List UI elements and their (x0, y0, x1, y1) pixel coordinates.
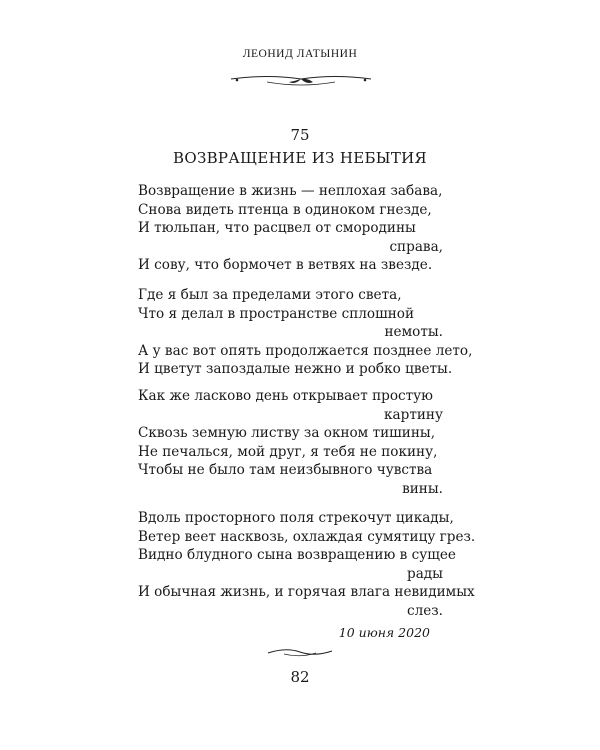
poem-line: А у вас вот опять продолжается позднее лето, (138, 342, 473, 359)
poem-line: Что я делал в пространстве сплошной (138, 305, 415, 322)
poem-line: Вдоль просторного поля стрекочут цикады, (138, 510, 454, 526)
poem-title: ВОЗВРАЩЕНИЕ ИЗ НЕБЫТИЯ (173, 149, 427, 167)
poem-line: Видно блудного сына возвращению в сущее (138, 547, 456, 564)
poem-number: 75 (290, 126, 310, 144)
poem-line-continuation: слез. (406, 602, 443, 619)
poem-line-continuation: рады (407, 565, 443, 582)
poem-line-continuation: вины. (402, 480, 443, 497)
poem-line: И сову, что бормочет в ветвях на звезде. (138, 257, 433, 274)
poem-line: И обычная жизнь, и горячая влага невидимых (138, 584, 475, 601)
poem-line: Где я был за пределами этого света, (138, 287, 402, 303)
poem-line-continuation: картину (384, 406, 443, 423)
stanza-1 (138, 182, 443, 275)
page-number: 82 (290, 668, 310, 686)
poem-line: И цветут запоздалые нежно и робко цветы. (138, 361, 453, 378)
poem-line: Сквозь земную листву за окном тишины, (138, 425, 436, 442)
stanza-4 (138, 509, 476, 621)
poem-line-continuation: справа, (389, 238, 443, 255)
poem-line-continuation: немоты. (384, 324, 443, 341)
poem-date: 10 июня 2020 (338, 625, 430, 640)
poem-line: И тюльпан, что расцвел от смородины (138, 220, 416, 237)
poem-line: Как же ласково день открывает простую (138, 388, 433, 404)
poem-line: Чтобы не было там неизбывного чувства (138, 462, 433, 479)
header-flourish-ornament (227, 70, 375, 90)
poem-line: Ветер веет насквозь, охлаждая сумятицу грез. (138, 528, 476, 545)
stanza-3 (138, 387, 443, 499)
stanza-2 (138, 286, 473, 379)
poem-line: Возвращение в жизнь — неплохая забава, (138, 183, 443, 199)
footer-flourish-ornament (266, 645, 334, 659)
poem-line: Не печалься, мой друг, я тебя не покину, (138, 443, 438, 460)
running-header-author: ЛЕОНИД ЛАТЫНИН (242, 48, 358, 60)
poem-line: Снова видеть птенца в одиноком гнезде, (138, 201, 432, 218)
